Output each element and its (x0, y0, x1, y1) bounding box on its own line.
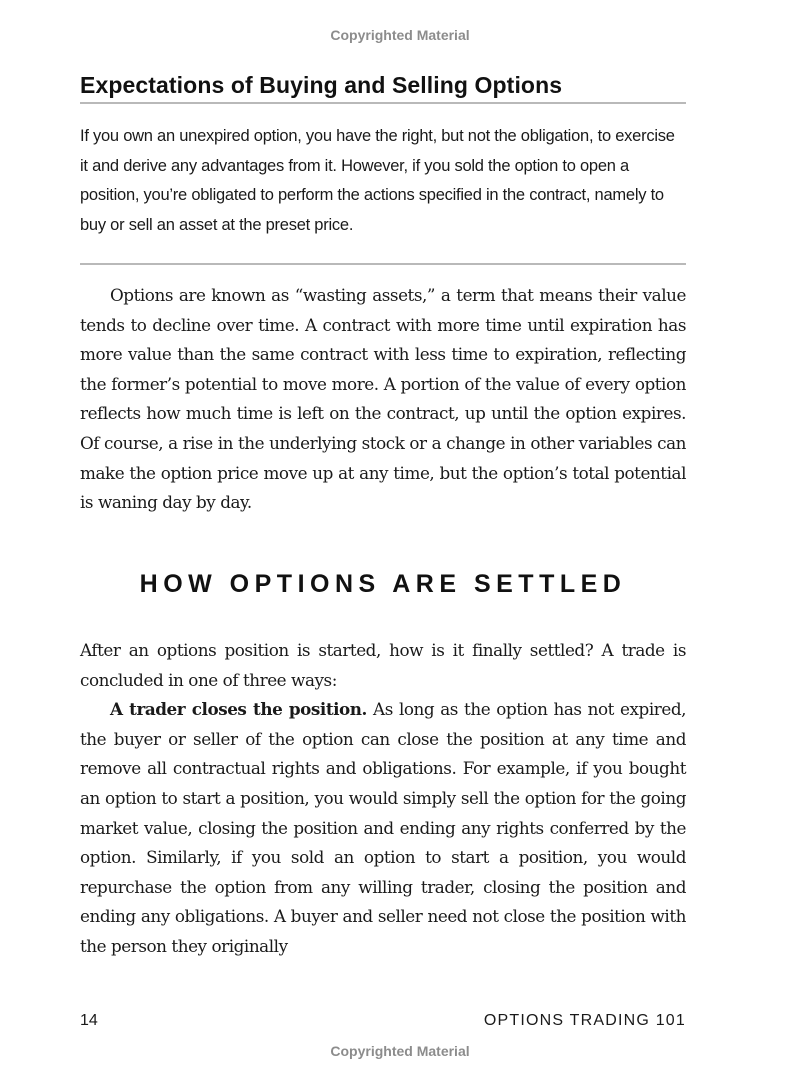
sidebar-body: If you own an unexpired option, you have the right, but not the obligation, to exercise it and derive any advantages from it. However, if you sold the option to open a position, you’re obligated to perform the actions specified in the contract, namely to buy or sell an asset at the preset price. (80, 127, 675, 234)
paragraph-intro: After an options position is started, how is it finally settled? A trade is concluded in one of three ways: (80, 640, 686, 690)
paragraph-closes-position (80, 695, 686, 961)
copyright-watermark-top: Copyrighted Material (330, 27, 470, 43)
sidebar-title: Expectations of Buying and Selling Options (80, 70, 686, 104)
paragraph-closes-position-text: As long as the option has not expired, the buyer or seller of the option can close the position at any time and remove all contractual rights and obligations. For example, if you bought an option to start a position, you would simply sell the option for the going market value, closing the position and ending any rights conferred by the option. Similarly, if you sold an option to start a position, you would repurchase the option from any willing trader, closing the position and ending any obligations. A buyer and seller need not close the position with the person they originally (80, 699, 686, 956)
running-footer-title: OPTIONS TRADING 101 (483, 1012, 686, 1029)
body-section-2 (80, 636, 686, 962)
run-in-heading: A trader closes the position. (110, 699, 367, 720)
sidebar-bottom-rule (80, 263, 686, 265)
section-heading: HOW OPTIONS ARE SETTLED (139, 570, 627, 598)
paragraph-wasting-assets: Options are known as “wasting assets,” a term that means their value tends to decline over time. A contract with more time until expiration has more value than the same contract with less time to expiration, reflecting the former’s potential to move more. A portion of the value of every option reflects how much time is left on the contract, up until the option expires. Of course, a rise in the underlying stock or a change in other variables can make the option price move up at any time, but the option’s total potential is waning day by day. (80, 285, 686, 513)
body-section-1 (80, 281, 686, 518)
page-number: 14 (80, 1012, 98, 1029)
copyright-watermark-bottom: Copyrighted Material (330, 1043, 470, 1059)
sidebar-box (80, 70, 686, 265)
